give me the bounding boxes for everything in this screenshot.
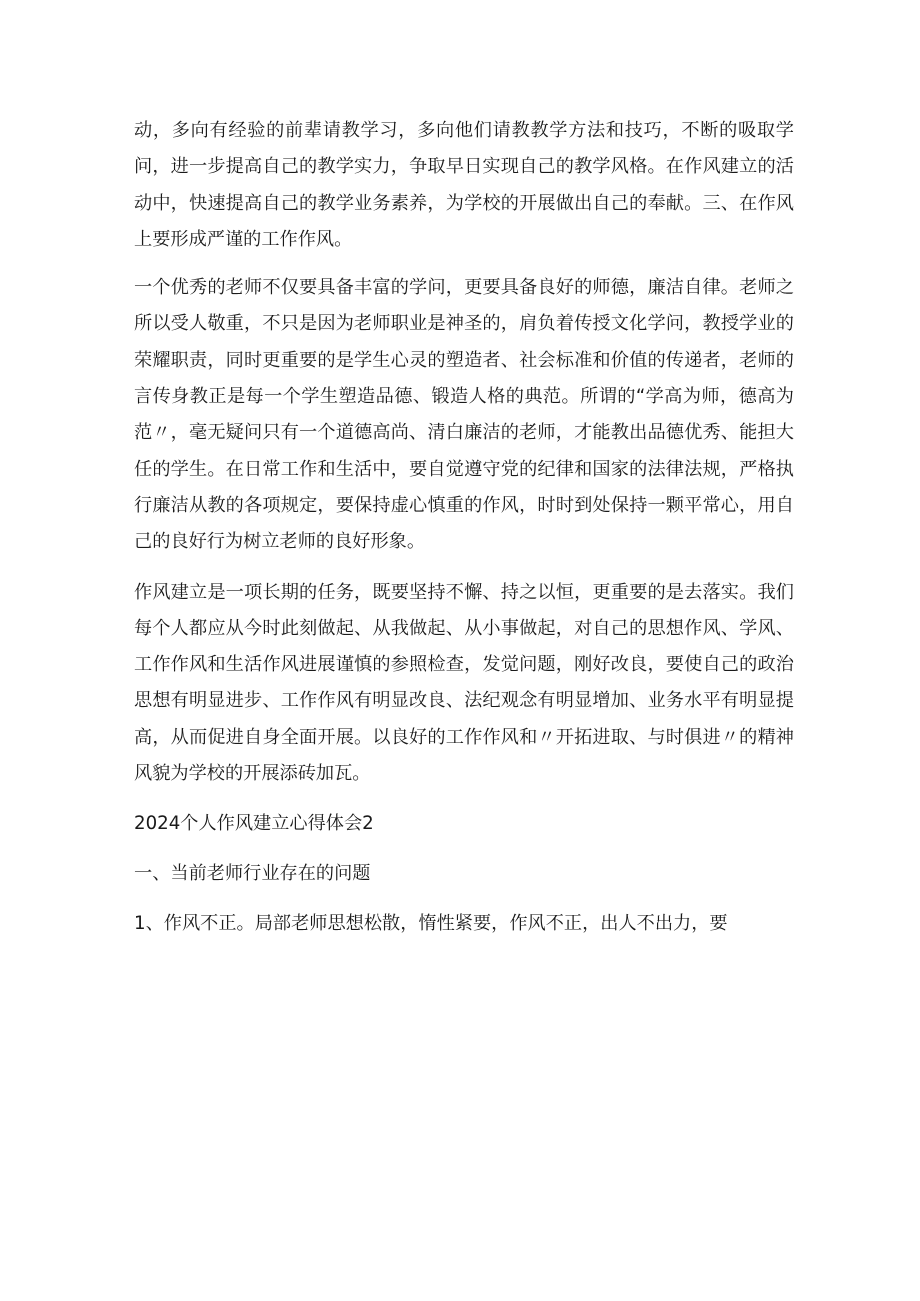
paragraph-teacher-ethics: 一个优秀的老师不仅要具备丰富的学问，更要具备良好的师德，廉洁自律。老师之所以受人敬重，不只是因为老师职业是神圣的，肩负着传授文化学问，教授学业的荣耀职责，同时更重要的是学生心灵的塑造者、社会标准和价值的传递者，老师的言传身教正是每一个学生塑造品德、锻造人格的典范。所谓的“学高为师，德高为范〃，毫无疑问只有一个道德高尚、清白廉洁的老师，才能教出品德优秀、能担大任的学生。在日常工作和生活中，要自觉遵守党的纪律和国家的法律法规，严格执行廉洁从教的各项规定，要保持虚心慎重的作风，时时到处保持一颗平常心，用自己的良好行为树立老师的良好形象。	[134, 277, 794, 553]
paragraph-teaching-style: 动，多向有经验的前辈请教学习，多向他们请教教学方法和技巧，不断的吸取学问，进一步提高自己的教学实力，争取早日实现自己的教学风格。在作风建立的活动中，快速提高自己的教学业务素养，为学校的开展做出自己的奉献。三、在作风上要形成严谨的工作作风。	[134, 120, 794, 250]
list-item-1: 1、作风不正。局部老师思想松散，惰性紧要，作风不正，出人不出力，要	[134, 913, 728, 935]
document-body	[134, 113, 794, 942]
paragraph-work-style-building: 作风建立是一项长期的任务，既要坚持不懈、持之以恒，更重要的是去落实。我们每个人都应从今时此刻做起、从我做起、从小事做起，对自己的思想作风、学风、工作作风和生活作风进展谨慎的参照检查，发觉问题，刚好改良，要使自己的政治思想有明显进步、工作作风有明显改良、法纪观念有明显增加、业务水平有明显提高，从而促进自身全面开展。以良好的工作作风和〃开拓进取、与时俱进〃的精神风貌为学校的开展添砖加瓦。	[134, 581, 794, 785]
subsection-title: 一、当前老师行业存在的问题	[134, 863, 371, 885]
section-title: 2024个人作风建立心得体会2	[134, 813, 374, 835]
